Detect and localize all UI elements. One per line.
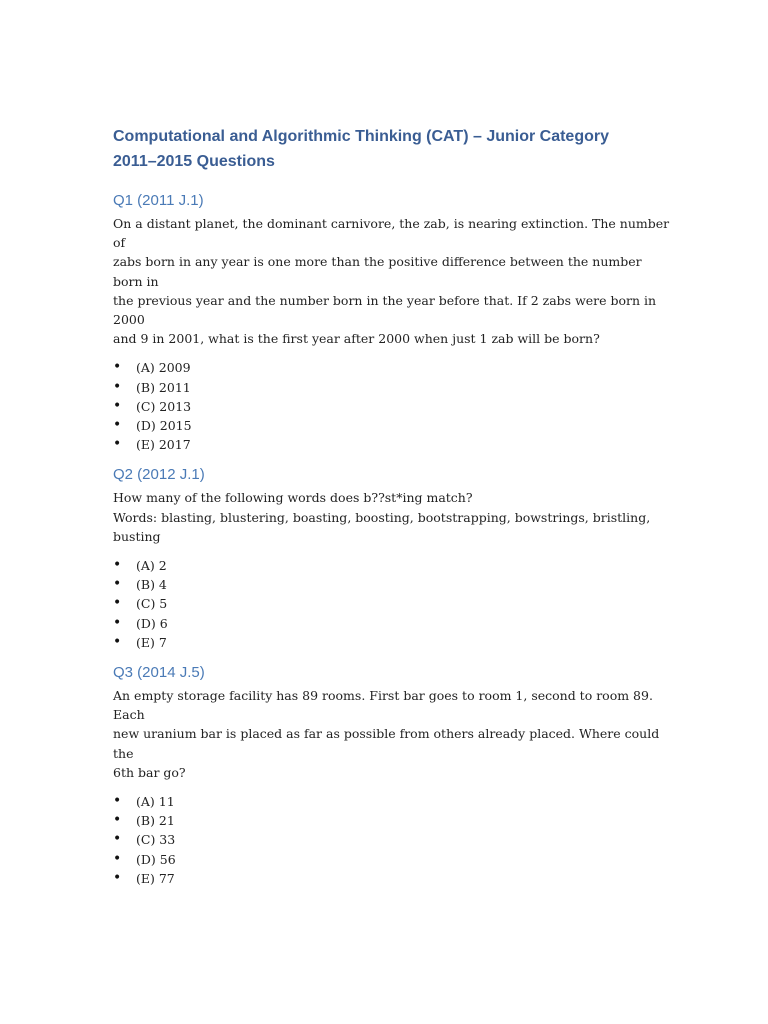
question-text-line: How many of the following words does b??st*ing match? [113,490,473,506]
answer-option: • (A) 2 [113,556,673,575]
question-heading: Q1 (2011 J.1) [113,192,204,209]
answer-options [113,358,673,454]
title-line-1: Computational and Algorithmic Thinking (CAT) – Junior Category [113,128,609,145]
bullet-icon: • [113,417,122,434]
bullet-icon: • [113,850,122,867]
document-page [113,124,673,898]
question-text [113,686,673,782]
question-text-line: new uranium bar is placed as far as possible from others already placed. Where could the [113,726,660,761]
question-text-line: 6th bar go? [113,764,186,780]
question-text-line: zabs born in any year is one more than the positive difference between the number born in [113,254,642,289]
bullet-icon: • [113,378,122,395]
answer-option: • (C) 2013 [113,397,673,416]
bullet-icon: • [113,614,122,631]
question-heading: Q3 (2014 J.5) [113,664,205,682]
question-2 [113,464,673,652]
answer-option: • (A) 2009 [113,358,673,377]
answer-option: • (E) 77 [113,869,673,888]
question-text-line: On a distant planet, the dominant carnivore, the zab, is nearing extinction. The number of [113,216,670,251]
answer-options [113,792,673,888]
bullet-icon: • [113,359,122,376]
answer-option: • (D) 2015 [113,416,673,435]
answer-option: • (A) 11 [113,792,673,811]
question-heading: Q2 (2012 J.1) [113,466,205,484]
answer-option: • (C) 5 [113,594,673,613]
answer-option: • (E) 7 [113,633,673,652]
answer-option: • (D) 6 [113,614,673,633]
question-text-line: An empty storage facility has 89 rooms. First bar goes to room 1, second to room 89. Each [113,688,653,723]
question-text-line: the previous year and the number born in the year before that. If 2 zabs were born in 2000 [113,292,657,328]
answer-option: • (C) 33 [113,830,673,849]
bullet-icon: • [113,557,122,574]
question-text-line: and 9 in 2001, what is the first year after 2000 when just 1 zab will be born? [113,331,600,347]
bullet-icon: • [113,397,122,414]
bullet-icon: • [113,576,122,593]
answer-option: • (B) 21 [113,811,673,830]
question-text [113,488,673,546]
question-text-line: Words: blasting, blustering, boasting, boosting, bootstrapping, bowstrings, bristling, busting [113,509,651,544]
bullet-icon: • [113,812,122,829]
question-text [113,214,673,348]
bullet-icon: • [113,633,122,650]
title-line-2: 2011–2015 Questions [113,153,275,170]
bullet-icon: • [113,869,122,886]
answer-option: • (D) 56 [113,850,673,869]
answer-option: • (B) 2011 [113,378,673,397]
bullet-icon: • [113,436,122,453]
bullet-icon: • [113,831,122,848]
bullet-icon: • [113,595,122,612]
answer-option: • (B) 4 [113,575,673,594]
answer-option: • (E) 2017 [113,435,673,454]
question-3 [113,662,673,888]
question-1 [113,190,673,454]
bullet-icon: • [113,793,122,810]
answer-options [113,556,673,652]
document-title [113,124,673,174]
